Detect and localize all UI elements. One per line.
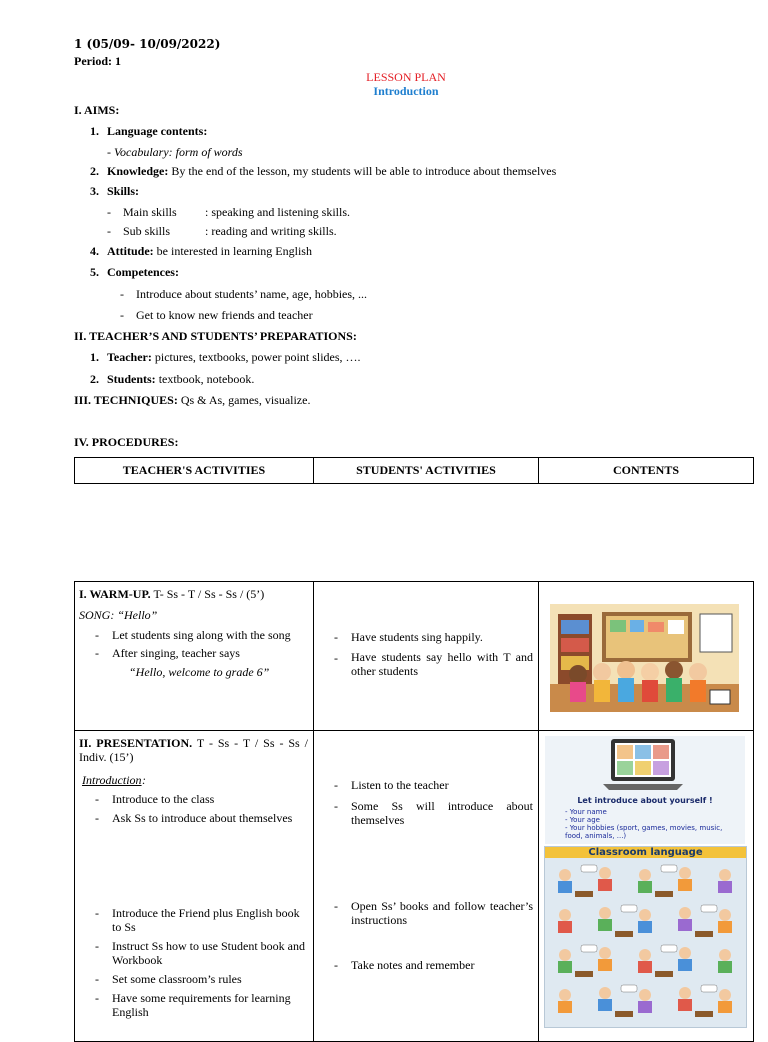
page-subtitle: Introduction bbox=[373, 84, 439, 98]
sub-skills-label: Sub skills bbox=[123, 224, 171, 238]
aims-knowledge: Knowledge: By the end of the lesson, my students will be able to introduce about themselves bbox=[107, 164, 557, 178]
slide-item: - Your name bbox=[565, 808, 607, 816]
aims-lang-num: 1. bbox=[90, 124, 99, 138]
warmup-student-item: Have students say hello with T and other students bbox=[351, 650, 533, 678]
col-contents: CONTENTS bbox=[539, 458, 754, 484]
aims-skills-num: 3. bbox=[90, 184, 99, 198]
procedures-header-table bbox=[74, 457, 754, 484]
aims-skills-label: Skills: bbox=[107, 184, 140, 198]
aims-lang-label: Language contents: bbox=[107, 124, 208, 138]
slide-title: Let introduce about yourself ! bbox=[577, 796, 713, 805]
presentation-intro: Introduction bbox=[82, 773, 142, 787]
slide-item: - Your age bbox=[565, 816, 600, 824]
page-title: LESSON PLAN bbox=[366, 70, 446, 84]
week-dates: 1 (05/09- 10/09/2022) bbox=[74, 37, 221, 51]
presentation-teacher-item: Introduce the Friend plus English book to Ss bbox=[112, 906, 300, 934]
col-students-activities: STUDENTS' ACTIVITIES bbox=[314, 458, 539, 484]
classroom-kids-image bbox=[550, 604, 739, 712]
aims-comp-num: 5. bbox=[90, 265, 99, 279]
presentation-student-item: Open Ss’ books and follow teacher’s instructions bbox=[351, 899, 533, 927]
prep-teacher: Teacher: pictures, textbooks, power point slides, …. bbox=[107, 350, 361, 364]
prep-students: Students: textbook, notebook. bbox=[107, 372, 255, 386]
col-teacher-activities: TEACHER'S ACTIVITIES bbox=[75, 458, 314, 484]
competence-item: Get to know new friends and teacher bbox=[136, 308, 313, 322]
warmup-heading: I. WARM-UP. T- Ss - T / Ss - Ss / (5’) bbox=[79, 587, 265, 601]
period: Period: 1 bbox=[74, 54, 121, 68]
presentation-teacher-item: Ask Ss to introduce about themselves bbox=[112, 811, 293, 825]
aims-heading: I. AIMS: bbox=[74, 103, 120, 117]
presentation-teacher-item: Instruct Ss how to use Student book and Workbook bbox=[112, 939, 305, 967]
aims-comp-label: Competences: bbox=[107, 265, 179, 279]
sub-skills-text: : reading and writing skills. bbox=[205, 224, 337, 238]
warmup-teacher-item: After singing, teacher says bbox=[112, 646, 240, 660]
prep-s-num: 2. bbox=[90, 372, 99, 386]
prep-heading: II. TEACHER’S AND STUDENTS’ PREPARATIONS: bbox=[74, 329, 357, 343]
presentation-teacher-item: Set some classroom’s rules bbox=[112, 972, 242, 986]
warmup-teacher-item: Let students sing along with the song bbox=[112, 628, 291, 642]
presentation-student-item: Some Ss will introduce about themselves bbox=[351, 799, 533, 827]
prep-t-num: 1. bbox=[90, 350, 99, 364]
main-skills-text: : speaking and listening skills. bbox=[205, 205, 350, 219]
presentation-teacher-item: Introduce to the class bbox=[112, 792, 215, 806]
competence-item: Introduce about students’ name, age, hobbies, ... bbox=[136, 287, 368, 301]
slide-item: - Your hobbies (sport, games, movies, music, food, animals, ...) bbox=[565, 824, 723, 840]
presentation-student-item: Listen to the teacher bbox=[351, 778, 449, 792]
poster-title: Classroom language bbox=[545, 847, 746, 858]
warmup-student-item: Have students sing happily. bbox=[351, 630, 483, 644]
presentation-student-item: Take notes and remember bbox=[351, 958, 475, 972]
procedures-heading: IV. PROCEDURES: bbox=[74, 435, 179, 449]
aims-vocab: - Vocabulary: form of words bbox=[107, 145, 243, 159]
aims-att-num: 4. bbox=[90, 244, 99, 258]
presentation-teacher-item: Have some requirements for learning English bbox=[112, 991, 291, 1019]
aims-attitude: Attitude: be interested in learning English bbox=[107, 244, 312, 258]
techniques: III. TECHNIQUES: Qs & As, games, visualize. bbox=[74, 393, 311, 407]
warmup-quote: “Hello, welcome to grade 6” bbox=[129, 665, 270, 679]
presentation-heading: II. PRESENTATION. T - Ss - T / Ss - Ss / Indiv. (15’) bbox=[79, 736, 308, 764]
aims-know-num: 2. bbox=[90, 164, 99, 178]
warmup-song: SONG: “Hello” bbox=[79, 608, 158, 622]
classroom-language-poster bbox=[544, 846, 747, 1028]
introduce-yourself-slide bbox=[545, 736, 745, 844]
main-skills-label: Main skills bbox=[123, 205, 177, 219]
